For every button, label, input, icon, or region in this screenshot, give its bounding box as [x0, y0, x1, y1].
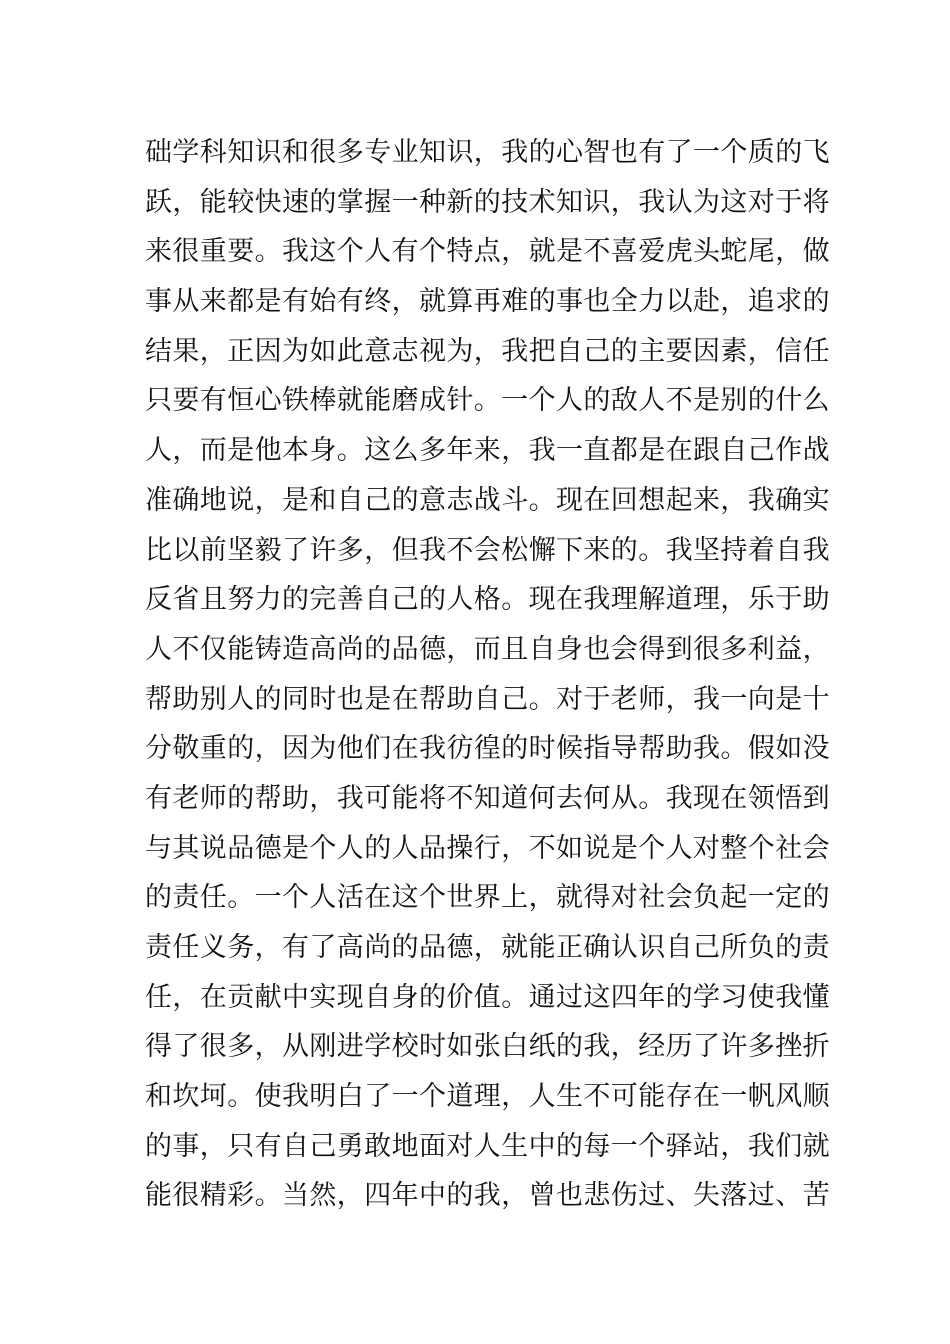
text-line: 人，而是他本身。这么多年来，我一直都是在跟自己作战 — [145, 435, 830, 467]
text-line: 比以前坚毅了许多，但我不会松懈下来的。我坚持着自我 — [145, 534, 830, 566]
text-line: 能很精彩。当然，四年中的我，曾也悲伤过、失落过、苦 — [145, 1180, 830, 1212]
text-line: 反省且努力的完善自己的人格。现在我理解道理，乐于助 — [145, 584, 830, 616]
text-line: 结果，正因为如此意志视为，我把自己的主要因素，信任 — [145, 335, 830, 367]
text-line: 跃，能较快速的掌握一种新的技术知识，我认为这对于将 — [145, 186, 830, 218]
text-line: 的事，只有自己勇敢地面对人生中的每一个驿站，我们就 — [145, 1130, 830, 1162]
text-line: 责任义务，有了高尚的品德，就能正确认识自己所负的责 — [145, 932, 830, 963]
text-line: 只要有恒心铁棒就能磨成针。一个人的敌人不是别的什么 — [145, 385, 830, 417]
text-line: 来很重要。我这个人有个特点，就是不喜爱虎头蛇尾，做 — [145, 236, 830, 268]
text-line: 准确地说，是和自己的意志战斗。现在回想起来，我确实 — [145, 484, 830, 516]
text-line: 与其说品德是个人的人品操行，不如说是个人对整个社会 — [145, 832, 830, 864]
text-line: 和坎坷。使我明白了一个道理，人生不可能存在一帆风顺 — [145, 1081, 830, 1113]
text-line: 事从来都是有始有终，就算再难的事也全力以赴，追求的 — [145, 286, 830, 318]
text-line: 得了很多，从刚进学校时如张白纸的我，经历了许多挫折 — [145, 1031, 830, 1063]
text-line: 分敬重的，因为他们在我彷徨的时候指导帮助我。假如没 — [145, 733, 830, 765]
body-text — [145, 128, 830, 1221]
text-line: 础学科知识和很多专业知识，我的心智也有了一个质的飞 — [145, 137, 830, 168]
text-line: 任，在贡献中实现自身的价值。通过这四年的学习使我懂 — [145, 981, 830, 1013]
text-line: 的责任。一个人活在这个世界上，就得对社会负起一定的 — [145, 882, 830, 914]
text-line: 人不仅能铸造高尚的品德，而且自身也会得到很多利益， — [145, 633, 830, 665]
text-line: 帮助别人的同时也是在帮助自己。对于老师，我一向是十 — [145, 683, 830, 715]
text-line: 有老师的帮助，我可能将不知道何去何从。我现在领悟到 — [145, 782, 830, 814]
